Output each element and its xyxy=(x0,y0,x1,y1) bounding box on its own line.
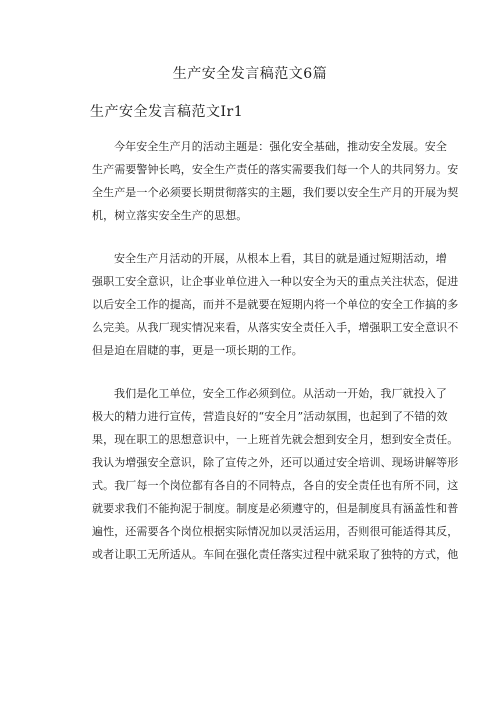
paragraph-line: 全生产是一个必须要长期贯彻落实的主题，我们要以安全生产月的开展为契 xyxy=(92,186,459,199)
paragraph-line: 以后安全工作的提高，而并不是就要在短期内将一个单位的安全工作搞的多 xyxy=(92,298,459,311)
paragraph-line: 极大的精力进行宣传，营造良好的“安全月”活动氛围，也起到了不错的效 xyxy=(92,410,448,423)
paragraph-line: 强职工安全意识，让企事业单位进入一种以安全为天的重点关注状态，促进 xyxy=(92,275,459,288)
paragraph-line: 我认为增强安全意识，除了宣传之外，还可以通过安全培训、现场讲解等形 xyxy=(92,456,459,469)
paragraph-line: 机，树立落实安全生产的思想。 xyxy=(92,209,248,222)
paragraph-line: 安全生产月活动的开展，从根本上看，其目的就是通过短期活动，增 xyxy=(114,252,447,265)
paragraph-line: 今年安全生产月的活动主题是：强化安全基础，推动安全发展。安全 xyxy=(114,140,447,153)
paragraph-line: 果，现在职工的思想意识中，一上班首先就会想到安全月，想到安全责任。 xyxy=(92,433,459,446)
paragraph-line: 但是迫在眉睫的事，更是一项长期的工作。 xyxy=(92,344,303,357)
paragraph-line: 么完美。从我厂现实情况来看，从落实安全责任入手，增强职工安全意识不 xyxy=(92,321,459,334)
paragraph-1 xyxy=(92,135,459,227)
paragraph-3 xyxy=(92,382,459,566)
document-body xyxy=(92,135,459,586)
paragraph-line: 我们是化工单位，安全工作必须到位。从活动一开始，我厂就投入了 xyxy=(114,387,447,400)
paragraph-line: 生产需要警钟长鸣，安全生产责任的落实需要我们每一个人的共同努力。安 xyxy=(92,163,459,176)
paragraph-line: 遍性，还需要各个岗位根据实际情况加以灵活运用，否则很可能适得其反， xyxy=(92,525,459,538)
paragraph-line: 式。我厂每一个岗位都有各自的不同特点，各自的安全责任也有所不同，这 xyxy=(92,479,459,492)
section-heading: 生产安全发言稿范文Ir1 xyxy=(90,104,244,120)
paragraph-2 xyxy=(92,247,459,362)
paragraph-line: 或者让职工无所适从。车间在强化责任落实过程中就采取了独特的方式，他 xyxy=(92,548,459,561)
paragraph-line: 就要求我们不能拘泥于制度。制度是必须遵守的，但是制度具有涵盖性和普 xyxy=(92,502,459,515)
document-title: 生产安全发言稿范文6篇 xyxy=(172,66,328,82)
